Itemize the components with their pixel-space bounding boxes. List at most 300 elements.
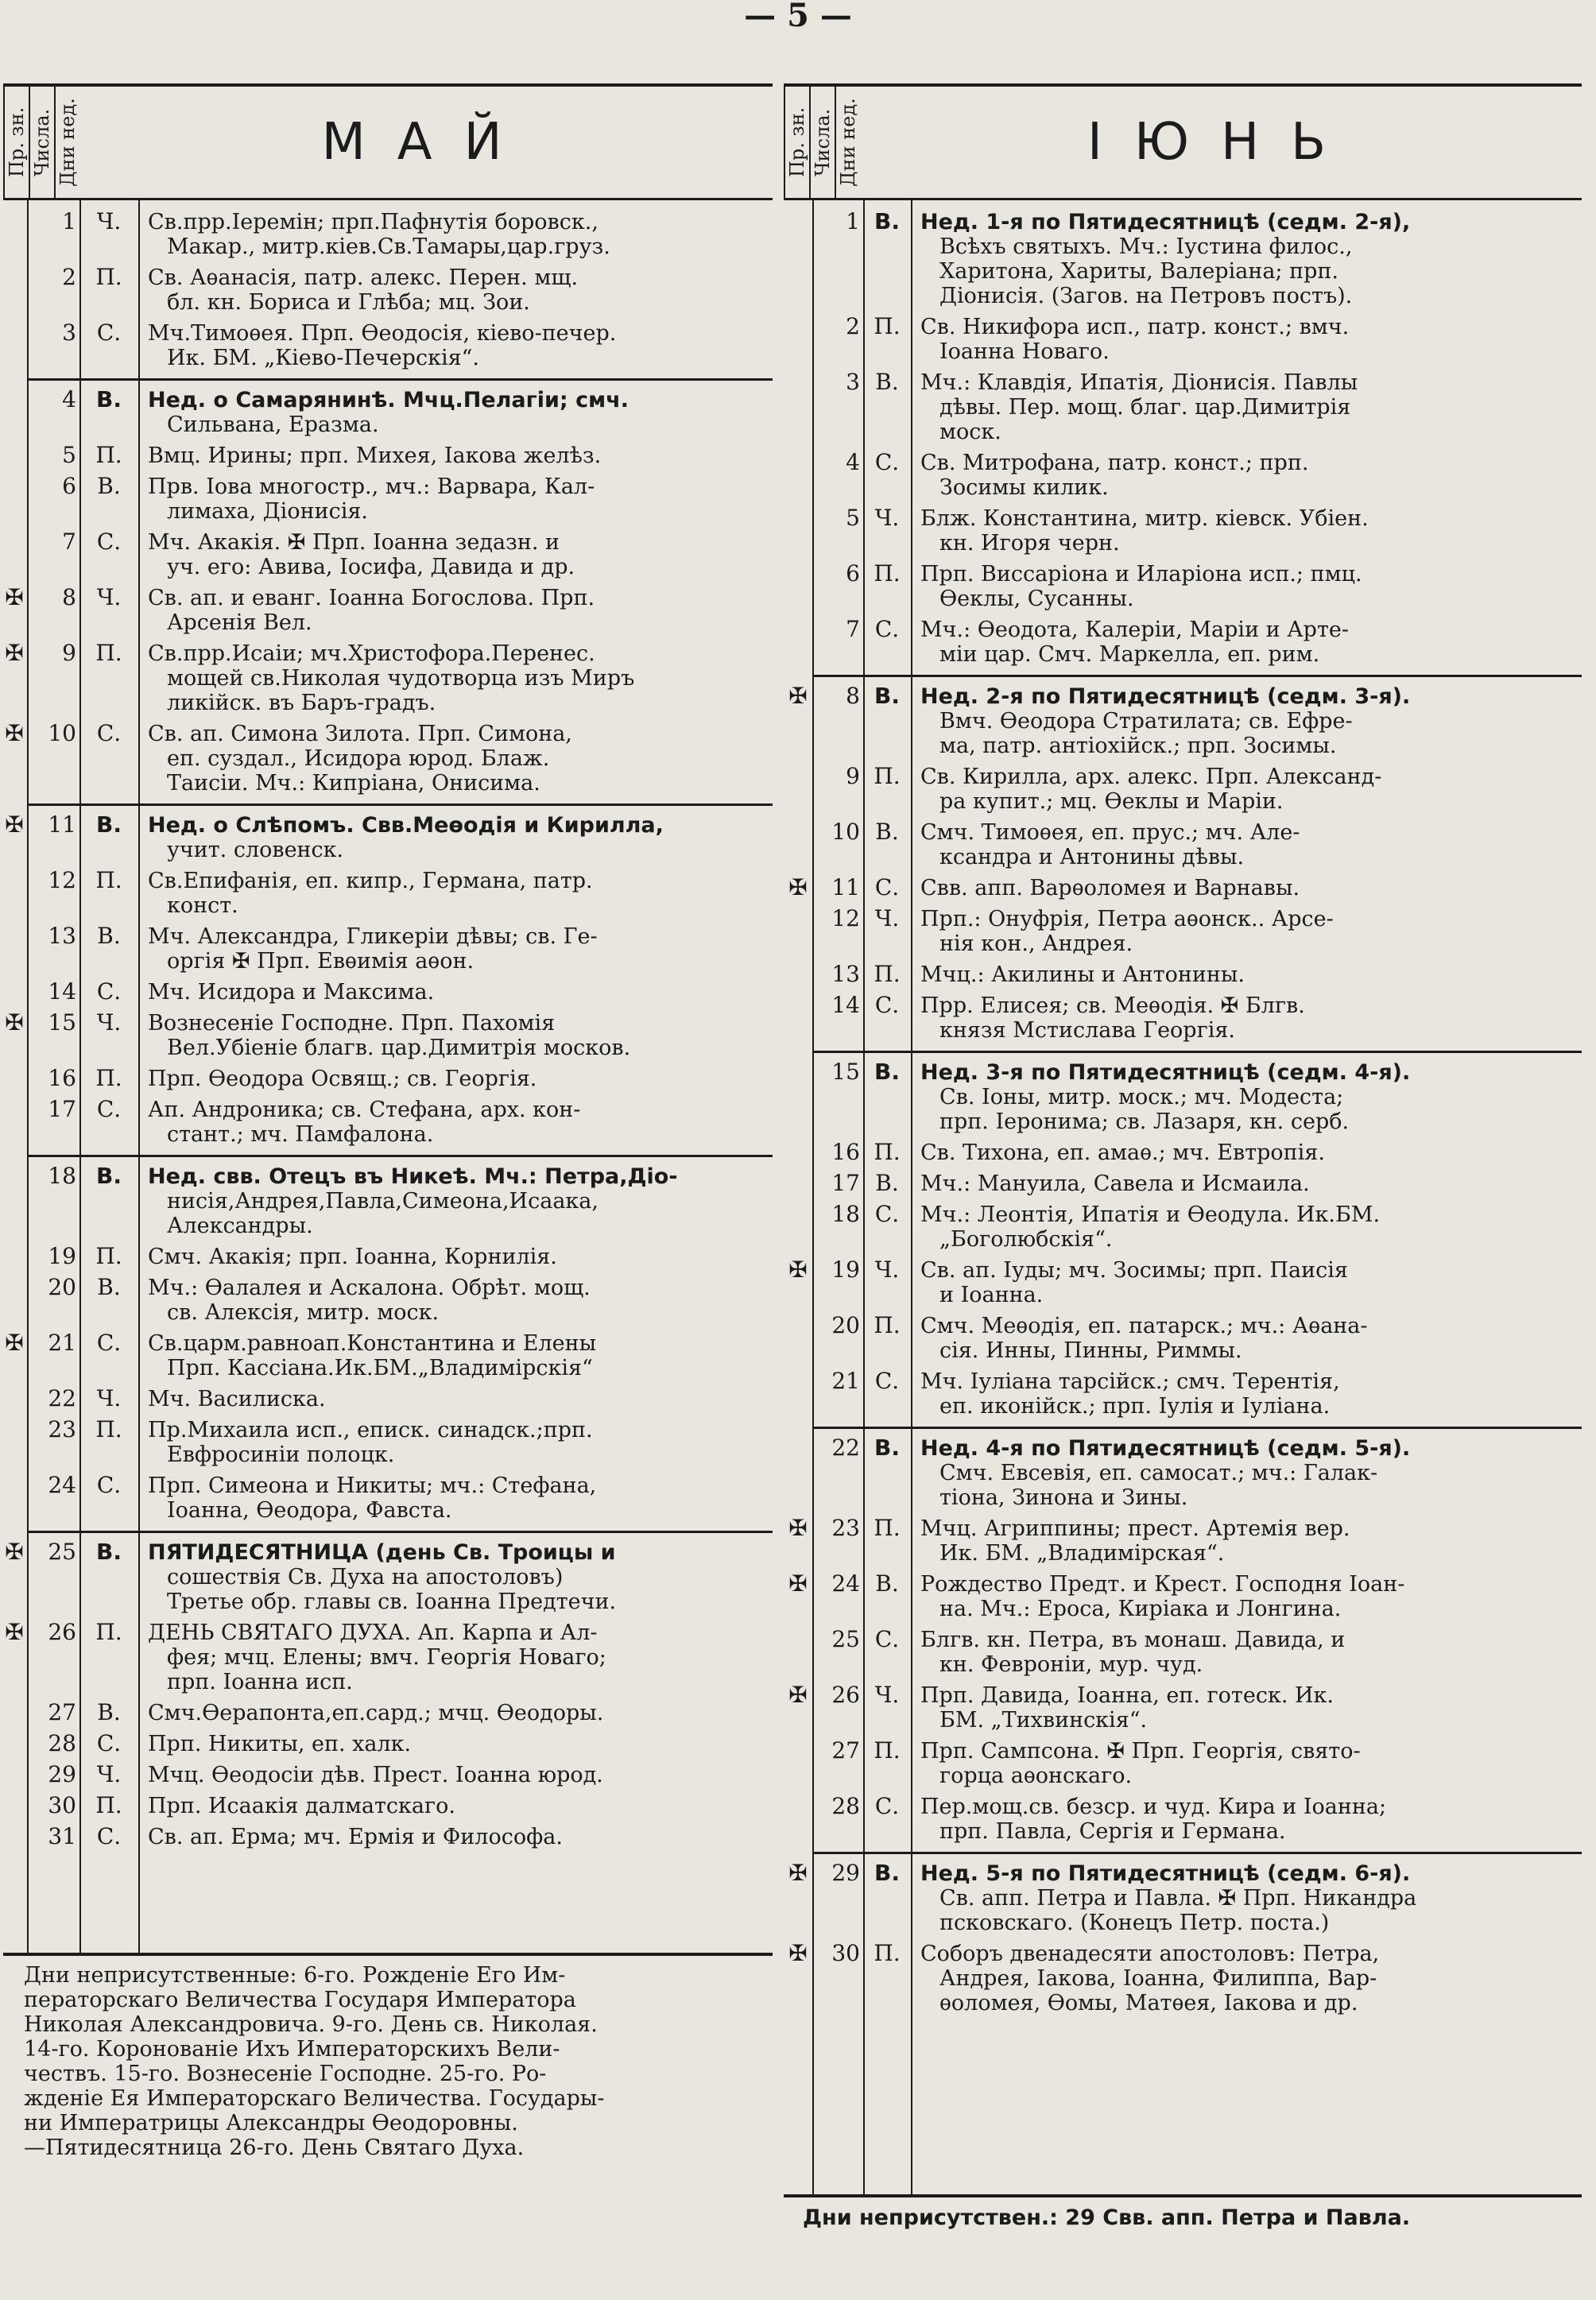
may-title: МАЙ xyxy=(321,113,534,172)
weekday: П. xyxy=(95,1416,122,1442)
saints-text xyxy=(920,618,1572,667)
feast-mark-icon: ✠ xyxy=(788,874,808,900)
saints-line: прп. Павла, Сергія и Германа. xyxy=(939,1819,1286,1844)
saints-text xyxy=(920,1739,1572,1788)
feast-mark-icon: ✠ xyxy=(788,1515,808,1541)
day-number: 1 xyxy=(846,208,860,234)
saints-text xyxy=(148,1794,752,1818)
weekday: П. xyxy=(95,1065,122,1091)
saints-line: Св.прр.Іеремін; прп.Пафнутія боровск., xyxy=(148,210,598,234)
saints-text xyxy=(148,1763,752,1787)
day-number: 4 xyxy=(62,386,76,412)
column-rule xyxy=(911,200,912,2194)
saints-text xyxy=(920,820,1572,869)
saints-line: Андрея, Іакова, Іоанна, Филиппа, Вар- xyxy=(939,1966,1377,1991)
saints-line: конст. xyxy=(167,893,238,918)
weekday: С. xyxy=(874,1626,900,1652)
saints-line: Всѣхъ святыхъ. Мч.: Іустина филос., xyxy=(939,234,1353,259)
saints-line: Ик. БМ. „Владимірская“. xyxy=(939,1541,1225,1566)
weekday: П. xyxy=(95,1619,122,1645)
saints-line: Вмч. Ѳеодора Стратилата; св. Ефре- xyxy=(939,709,1353,734)
weekday: П. xyxy=(874,1139,901,1165)
may-footer-line: ператорскаго Величества Государя Императора xyxy=(24,1988,576,2012)
saints-text xyxy=(148,1276,752,1325)
saints-line: Вмц. Ирины; прп. Михея, Іакова желѣз. xyxy=(148,443,602,468)
day-number: 20 xyxy=(48,1274,76,1300)
saints-text xyxy=(148,1732,752,1756)
saints-line: на. Мч.: Ероса, Киріака и Лонгина. xyxy=(939,1597,1342,1621)
weekday: Ч. xyxy=(96,1385,122,1411)
saints-text xyxy=(920,1572,1572,1621)
saints-line: ксандра и Антонины дѣвы. xyxy=(939,845,1245,869)
saints-line: псковскаго. (Конецъ Петр. поста.) xyxy=(939,1911,1330,1935)
weekday: С. xyxy=(874,1201,900,1227)
weekday: П. xyxy=(95,1243,122,1269)
saints-line: „Боголюбскія“. xyxy=(939,1227,1113,1252)
week-separator xyxy=(27,1531,773,1533)
may-footer-line: жденіе Ея Императорскаго Величества. Государы- xyxy=(24,2086,605,2111)
saints-line: Прв. Іова многостр., мч.: Варвара, Кал- xyxy=(148,474,595,499)
saints-text xyxy=(920,315,1572,364)
day-number: 23 xyxy=(831,1515,860,1541)
saints-line: Св. ап. и еванг. Іоанна Богослова. Прп. xyxy=(148,586,595,610)
day-number: 6 xyxy=(62,473,76,499)
weekday: В. xyxy=(874,208,900,234)
day-number: 26 xyxy=(831,1682,860,1708)
saints-line: Св.Епифанія, еп. кипр., Германа, патр. xyxy=(148,869,593,893)
june-title: ІЮНЬ xyxy=(1087,113,1358,172)
saints-line: Св. Аѳанасія, патр. алекс. Перен. мщ. xyxy=(148,265,579,290)
saints-line: Смч. Евсевія, еп. самосат.; мч.: Галак- xyxy=(939,1461,1378,1485)
feast-mark-icon: ✠ xyxy=(5,640,24,666)
saints-text xyxy=(920,765,1572,814)
saints-text xyxy=(148,586,752,635)
weekday: П. xyxy=(874,763,901,789)
saints-line: Прп. Виссаріона и Иларіона исп.; пмц. xyxy=(920,562,1362,587)
day-number: 25 xyxy=(48,1539,76,1565)
column-rule xyxy=(812,200,814,2194)
saints-line: Вознесеніе Господне. Прп. Пахомія xyxy=(148,1011,556,1036)
day-number: 13 xyxy=(831,961,860,987)
saints-text xyxy=(148,1011,752,1060)
saints-line: стант.; мч. Памфалона. xyxy=(167,1122,434,1147)
day-number: 19 xyxy=(48,1243,76,1269)
saints-line: Св. Іоны, митр. моск.; мч. Модеста; xyxy=(939,1085,1344,1109)
week-separator xyxy=(812,675,1582,677)
saints-line: тіона, Зинона и Зины. xyxy=(939,1485,1188,1510)
may-footer-line: —Пятидесятница 26-го. День Святаго Духа. xyxy=(24,2135,525,2160)
saints-line: лимаха, Діонисія. xyxy=(167,499,368,524)
weekday: С. xyxy=(874,449,900,475)
saints-line: Мч. Іуліана тарсійск.; смч. Терентія, xyxy=(920,1369,1340,1394)
weekday: П. xyxy=(95,442,122,468)
saints-line: мощей св.Николая чудотворца изъ Миръ xyxy=(167,666,635,691)
day-number: 7 xyxy=(846,616,860,642)
saints-text xyxy=(920,684,1572,758)
saints-line: Нед. о Слѣпомъ. Свв.Меѳодія и Кирилла, xyxy=(148,813,664,838)
saints-text xyxy=(148,980,752,1005)
day-number: 2 xyxy=(62,264,76,290)
weekday: П. xyxy=(95,1792,122,1818)
saints-text xyxy=(920,1436,1572,1510)
day-number: 6 xyxy=(846,560,860,587)
june-table xyxy=(784,200,1582,2194)
day-number: 21 xyxy=(831,1368,860,1394)
saints-line: Мчц. Ѳеодосіи дѣв. Прест. Іоанна юрод. xyxy=(148,1763,603,1787)
day-number: 19 xyxy=(831,1256,860,1283)
day-number: 20 xyxy=(831,1312,860,1338)
saints-line: Мч. Василиска. xyxy=(148,1387,326,1411)
may-nonworking-days xyxy=(24,1963,763,2160)
saints-line: фея; мчц. Елены; вмч. Георгія Новаго; xyxy=(167,1645,606,1670)
saints-line: князя Мстислава Георгія. xyxy=(939,1018,1235,1043)
weekday: С. xyxy=(96,720,122,746)
weekday: С. xyxy=(96,1330,122,1356)
saints-text xyxy=(148,1098,752,1147)
weekday: Ч. xyxy=(96,208,122,234)
saints-text xyxy=(148,1164,752,1238)
feast-mark-icon: ✠ xyxy=(5,1330,24,1356)
weekday: П. xyxy=(874,1737,901,1764)
saints-line: бл. кн. Бориса и Глѣба; мц. Зои. xyxy=(167,290,530,315)
day-number: 22 xyxy=(831,1435,860,1461)
saints-line: учит. словенск. xyxy=(167,838,344,862)
weekday: С. xyxy=(874,1368,900,1394)
sign-header: Пр. зн. xyxy=(3,87,29,198)
saints-text xyxy=(920,451,1572,500)
weekday: В. xyxy=(96,811,122,838)
saints-text xyxy=(920,1942,1572,2015)
weekday: С. xyxy=(96,529,122,555)
weekday: П. xyxy=(95,264,122,290)
day-number: 13 xyxy=(48,923,76,949)
saints-line: Харитона, Хариты, Валеріана; прп. xyxy=(939,259,1338,284)
day-number: 9 xyxy=(62,640,76,666)
saints-text xyxy=(148,530,752,579)
weekday: Ч. xyxy=(874,905,900,931)
weekday: С. xyxy=(96,1823,122,1849)
saints-line: Макар., митр.кіев.Св.Тамары,цар.груз. xyxy=(167,234,610,259)
june-column xyxy=(784,83,1582,2197)
weekday: С. xyxy=(96,1096,122,1122)
saints-line: Смч. Акакія; прп. Іоанна, Корнилія. xyxy=(148,1245,557,1269)
week-separator xyxy=(27,378,773,381)
feast-mark-icon: ✠ xyxy=(5,1009,24,1036)
weekday: В. xyxy=(874,1059,900,1085)
saints-text xyxy=(920,1628,1572,1677)
saints-text xyxy=(920,1314,1572,1363)
day-number: 2 xyxy=(846,313,860,339)
saints-line: Блгв. кн. Петра, въ монаш. Давида, и xyxy=(920,1628,1346,1652)
saints-text xyxy=(920,210,1572,308)
day-number: 27 xyxy=(831,1737,860,1764)
day-number: 14 xyxy=(48,978,76,1005)
saints-line: моск. xyxy=(939,420,1001,444)
saints-line: Прп. Давида, Іоанна, еп. готеск. Ик. xyxy=(920,1683,1335,1708)
day-number: 26 xyxy=(48,1619,76,1645)
saints-line: Св. ап. Симона Зилота. Прп. Симона, xyxy=(148,722,572,746)
saints-line: Нед. 1-я по Пятидесятницѣ (седм. 2-я), xyxy=(920,210,1411,234)
saints-text xyxy=(148,443,752,468)
day-number: 4 xyxy=(846,449,860,475)
day-number: 10 xyxy=(48,720,76,746)
saints-line: Ик. БМ. „Кіево-Печерскія“. xyxy=(167,346,480,370)
saints-text xyxy=(148,924,752,974)
weekday: С. xyxy=(96,1730,122,1756)
day-number: 1 xyxy=(62,208,76,234)
saints-line: Св. Никифора исп., патр. конст.; вмч. xyxy=(920,315,1350,339)
saints-text xyxy=(148,1418,752,1467)
saints-line: Нед. 5-я по Пятидесятницѣ (седм. 6-я). xyxy=(920,1861,1411,1886)
saints-line: Нед. 2-я по Пятидесятницѣ (седм. 3-я). xyxy=(920,684,1411,709)
saints-text xyxy=(148,1540,752,1614)
weekday: В. xyxy=(874,1860,900,1886)
weekday: Ч. xyxy=(96,584,122,610)
weekday: П. xyxy=(874,560,901,587)
saints-line: Св.прр.Исаіи; мч.Христофора.Перенес. xyxy=(148,641,595,666)
saints-line: Сильвана, Еразма. xyxy=(167,412,379,437)
saints-text xyxy=(920,1140,1572,1165)
weekday-header: Дни нед. xyxy=(54,87,79,198)
day-number: 11 xyxy=(831,874,860,900)
saints-line: Прп. Сампсона. ✠ Прп. Георгія, свято- xyxy=(920,1739,1361,1764)
week-separator xyxy=(812,1051,1582,1053)
saints-line: Прп. Никиты, еп. халк. xyxy=(148,1732,412,1756)
may-footer-line: чествъ. 15-го. Вознесеніе Господне. 25-го. Ро- xyxy=(24,2062,547,2086)
saints-line: Соборъ двенадесяти апостоловъ: Петра, xyxy=(920,1942,1380,1966)
day-number: 3 xyxy=(62,319,76,346)
column-rule xyxy=(863,200,865,2194)
day-number: 30 xyxy=(48,1792,76,1818)
saints-line: Св. Митрофана, патр. конст.; прп. xyxy=(920,451,1309,475)
saints-line: нисія,Андрея,Павла,Симеона,Исаака, xyxy=(167,1189,598,1214)
week-separator xyxy=(812,1427,1582,1429)
saints-line: Мчц.: Акилины и Антонины. xyxy=(920,962,1245,987)
saints-line: Прп. Симеона и Никиты; мч.: Стефана, xyxy=(148,1473,597,1498)
saints-line: сія. Инны, Пинны, Риммы. xyxy=(939,1338,1242,1363)
saints-text xyxy=(920,1369,1572,1419)
saints-line: Таисіи. Мч.: Кипріана, Онисима. xyxy=(167,771,540,796)
saints-line: ма, патр. антіохійск.; прп. Зосимы. xyxy=(939,734,1337,758)
day-number: 27 xyxy=(48,1699,76,1725)
saints-line: Мч.: Мануила, Савела и Исмаила. xyxy=(920,1171,1310,1196)
saints-text xyxy=(920,907,1572,956)
day-number: 7 xyxy=(62,529,76,555)
saints-text xyxy=(148,1245,752,1269)
saints-line: св. Алексія, митр. моск. xyxy=(167,1300,440,1325)
saints-line: Прр. Елисея; св. Меѳодія. ✠ Блгв. xyxy=(920,993,1305,1018)
feast-mark-icon: ✠ xyxy=(788,1940,808,1966)
saints-text xyxy=(148,869,752,918)
june-footer-text: Дни неприсутствен.: 29 Свв. апп. Петра и Павла. xyxy=(803,2205,1411,2230)
week-separator xyxy=(812,1852,1582,1854)
weekday: Ч. xyxy=(874,1682,900,1708)
saints-text xyxy=(148,1473,752,1523)
day-number: 12 xyxy=(831,905,860,931)
saints-line: уч. его: Авива, Іосифа, Давида и др. xyxy=(167,555,575,579)
saints-line: Св. Кирилла, арх. алекс. Прп. Александ- xyxy=(920,765,1382,789)
saints-text xyxy=(920,1258,1572,1307)
sign-header: Пр. зн. xyxy=(784,87,809,198)
weekday: Ч. xyxy=(96,1761,122,1787)
saints-text xyxy=(148,641,752,715)
page-number: — 5 — xyxy=(744,0,852,34)
saints-text xyxy=(148,813,752,862)
saints-line: Мч.: Ѳеодота, Калеріи, Маріи и Арте- xyxy=(920,618,1349,642)
day-number: 10 xyxy=(831,819,860,845)
weekday: В. xyxy=(97,923,121,949)
weekday: С. xyxy=(96,1472,122,1498)
saints-line: Рождество Предт. и Крест. Господня Іоан- xyxy=(920,1572,1405,1597)
saints-line: Іоанна, Ѳеодора, Фавста. xyxy=(167,1498,452,1523)
saints-line: Мчц. Агриппины; прест. Артемія вер. xyxy=(920,1516,1350,1541)
saints-text xyxy=(920,562,1572,611)
saints-text xyxy=(148,1620,752,1694)
day-number: 21 xyxy=(48,1330,76,1356)
saints-line: Смч. Тимоѳея, еп. прус.; мч. Але- xyxy=(920,820,1300,845)
feast-mark-icon: ✠ xyxy=(788,1570,808,1597)
saints-text xyxy=(920,1171,1572,1196)
saints-text xyxy=(920,1861,1572,1935)
weekday: С. xyxy=(874,1793,900,1819)
saints-line: ра купит.; мц. Ѳеклы и Маріи. xyxy=(939,789,1284,814)
june-nonworking-days xyxy=(803,2205,1574,2230)
weekday: В. xyxy=(96,386,122,412)
weekday: В. xyxy=(97,1274,121,1300)
weekday: С. xyxy=(874,616,900,642)
date-header: Числа. xyxy=(809,87,835,198)
weekday: Ч. xyxy=(96,1009,122,1036)
day-number: 23 xyxy=(48,1416,76,1442)
saints-text xyxy=(148,1067,752,1091)
saints-line: Св. апп. Петра и Павла. ✠ Прп. Никандра xyxy=(939,1886,1417,1911)
day-number: 30 xyxy=(831,1940,860,1966)
day-number: 25 xyxy=(831,1626,860,1652)
saints-line: Зосимы килик. xyxy=(939,475,1109,500)
saints-line: Св. ап. Іуды; мч. Зосимы; прп. Паисія xyxy=(920,1258,1348,1283)
saints-line: ПЯТИДЕСЯТНИЦА (день Св. Троицы и xyxy=(148,1540,616,1565)
day-number: 18 xyxy=(48,1163,76,1189)
saints-line: Пер.мощ.св. безср. и чуд. Кира и Іоанна; xyxy=(920,1795,1387,1819)
weekday: С. xyxy=(874,874,900,900)
day-number: 16 xyxy=(48,1065,76,1091)
weekday-header: Дни нед. xyxy=(835,87,860,198)
feast-mark-icon: ✠ xyxy=(788,683,808,709)
saints-text xyxy=(148,388,752,437)
may-table xyxy=(3,200,773,1953)
day-number: 17 xyxy=(48,1096,76,1122)
saints-line: Св. Тихона, еп. амаѳ.; мч. Евтропія. xyxy=(920,1140,1325,1165)
feast-mark-icon: ✠ xyxy=(5,720,24,746)
june-header xyxy=(784,87,1582,200)
saints-line: Мч.Тимоѳея. Прп. Ѳеодосія, кіево-печер. xyxy=(148,321,617,346)
may-footer-line: ни Императрицы Александры Ѳеодоровны. xyxy=(24,2111,518,2135)
saints-line: Ѳеклы, Сусанны. xyxy=(939,587,1134,611)
feast-mark-icon: ✠ xyxy=(788,1256,808,1283)
week-separator xyxy=(27,803,773,806)
day-number: 22 xyxy=(48,1385,76,1411)
saints-text xyxy=(920,1683,1572,1733)
saints-line: Мч.: Клавдія, Ипатія, Діонисія. Павлы xyxy=(920,370,1358,395)
weekday: Ч. xyxy=(874,505,900,531)
saints-line: нія кон., Андрея. xyxy=(939,931,1133,956)
day-number: 9 xyxy=(846,763,860,789)
saints-line: Св.царм.равноап.Константина и Елены xyxy=(148,1331,597,1356)
saints-line: Мч. Акакія. ✠ Прп. Іоанна зедазн. и xyxy=(148,530,560,555)
weekday: В. xyxy=(875,369,899,395)
saints-line: міи цар. Смч. Маркелла, еп. рим. xyxy=(939,642,1320,667)
feast-mark-icon: ✠ xyxy=(788,1682,808,1708)
saints-line: еп. суздал., Исидора юрод. Блаж. xyxy=(167,746,550,771)
may-footer-line: Дни неприсутственные: 6-го. Рожденіе Его Им- xyxy=(24,1963,566,1988)
saints-text xyxy=(920,1795,1572,1844)
saints-line: Нед. свв. Отецъ въ Никеѣ. Мч.: Петра,Діо- xyxy=(148,1164,678,1189)
weekday: С. xyxy=(96,319,122,346)
day-number: 18 xyxy=(831,1201,860,1227)
weekday: В. xyxy=(875,1170,899,1196)
saints-line: Нед. о Самарянинѣ. Мчц.Пелагіи; смч. xyxy=(148,388,629,412)
saints-line: кн. Игоря черн. xyxy=(939,531,1120,556)
day-number: 16 xyxy=(831,1139,860,1165)
weekday: В. xyxy=(97,473,121,499)
saints-line: Нед. 4-я по Пятидесятницѣ (седм. 5-я). xyxy=(920,1436,1411,1461)
saints-text xyxy=(148,321,752,370)
day-number: 12 xyxy=(48,867,76,893)
day-number: 11 xyxy=(48,811,76,838)
saints-line: Смч. Меѳодія, еп. патарск.; мч.: Аѳана- xyxy=(920,1314,1368,1338)
saints-line: Іоанна Новаго. xyxy=(939,339,1110,364)
day-number: 15 xyxy=(48,1009,76,1036)
saints-line: Ап. Андроника; св. Стефана, арх. кон- xyxy=(148,1098,581,1122)
saints-line: прп. Іоанна исп. xyxy=(167,1670,353,1694)
feast-mark-icon: ✠ xyxy=(5,1539,24,1565)
saints-text xyxy=(148,474,752,524)
saints-text xyxy=(920,1202,1572,1252)
saints-line: Евфросиніи полоцк. xyxy=(167,1442,395,1467)
saints-text xyxy=(920,1516,1572,1566)
day-number: 15 xyxy=(831,1059,860,1085)
saints-line: БМ. „Тихвинскія“. xyxy=(939,1708,1148,1733)
saints-line: ДЕНЬ СВЯТАГО ДУХА. Ап. Карпа и Ал- xyxy=(148,1620,598,1645)
day-number: 29 xyxy=(831,1860,860,1886)
weekday: П. xyxy=(874,1312,901,1338)
day-number: 5 xyxy=(62,442,76,468)
saints-text xyxy=(148,1387,752,1411)
day-number: 3 xyxy=(846,369,860,395)
weekday: В. xyxy=(875,1570,899,1597)
day-number: 14 xyxy=(831,992,860,1018)
saints-text xyxy=(148,1825,752,1849)
saints-line: Третье обр. главы св. Іоанна Предтечи. xyxy=(167,1589,617,1614)
saints-line: Мч. Исидора и Максима. xyxy=(148,980,435,1005)
saints-line: Прп.: Онуфрія, Петра аѳонск.. Арсе- xyxy=(920,907,1334,931)
day-number: 24 xyxy=(831,1570,860,1597)
saints-text xyxy=(920,876,1572,900)
saints-text xyxy=(148,210,752,259)
day-number: 29 xyxy=(48,1761,76,1787)
saints-line: Пр.Михаила исп., еписк. синадск.;прп. xyxy=(148,1418,593,1442)
week-separator xyxy=(27,1155,773,1157)
weekday: П. xyxy=(874,1515,901,1541)
saints-text xyxy=(920,962,1572,987)
saints-line: Смч.Ѳерапонта,еп.сард.; мчц. Ѳеодоры. xyxy=(148,1701,604,1725)
feast-mark-icon: ✠ xyxy=(788,1860,808,1886)
day-number: 8 xyxy=(846,683,860,709)
saints-line: сошествія Св. Духа на апостоловъ) xyxy=(167,1565,564,1589)
weekday: Ч. xyxy=(874,1256,900,1283)
saints-line: ликійск. въ Баръ-градъ. xyxy=(167,691,436,715)
saints-line: Прп. Исаакія далматскаго. xyxy=(148,1794,455,1818)
